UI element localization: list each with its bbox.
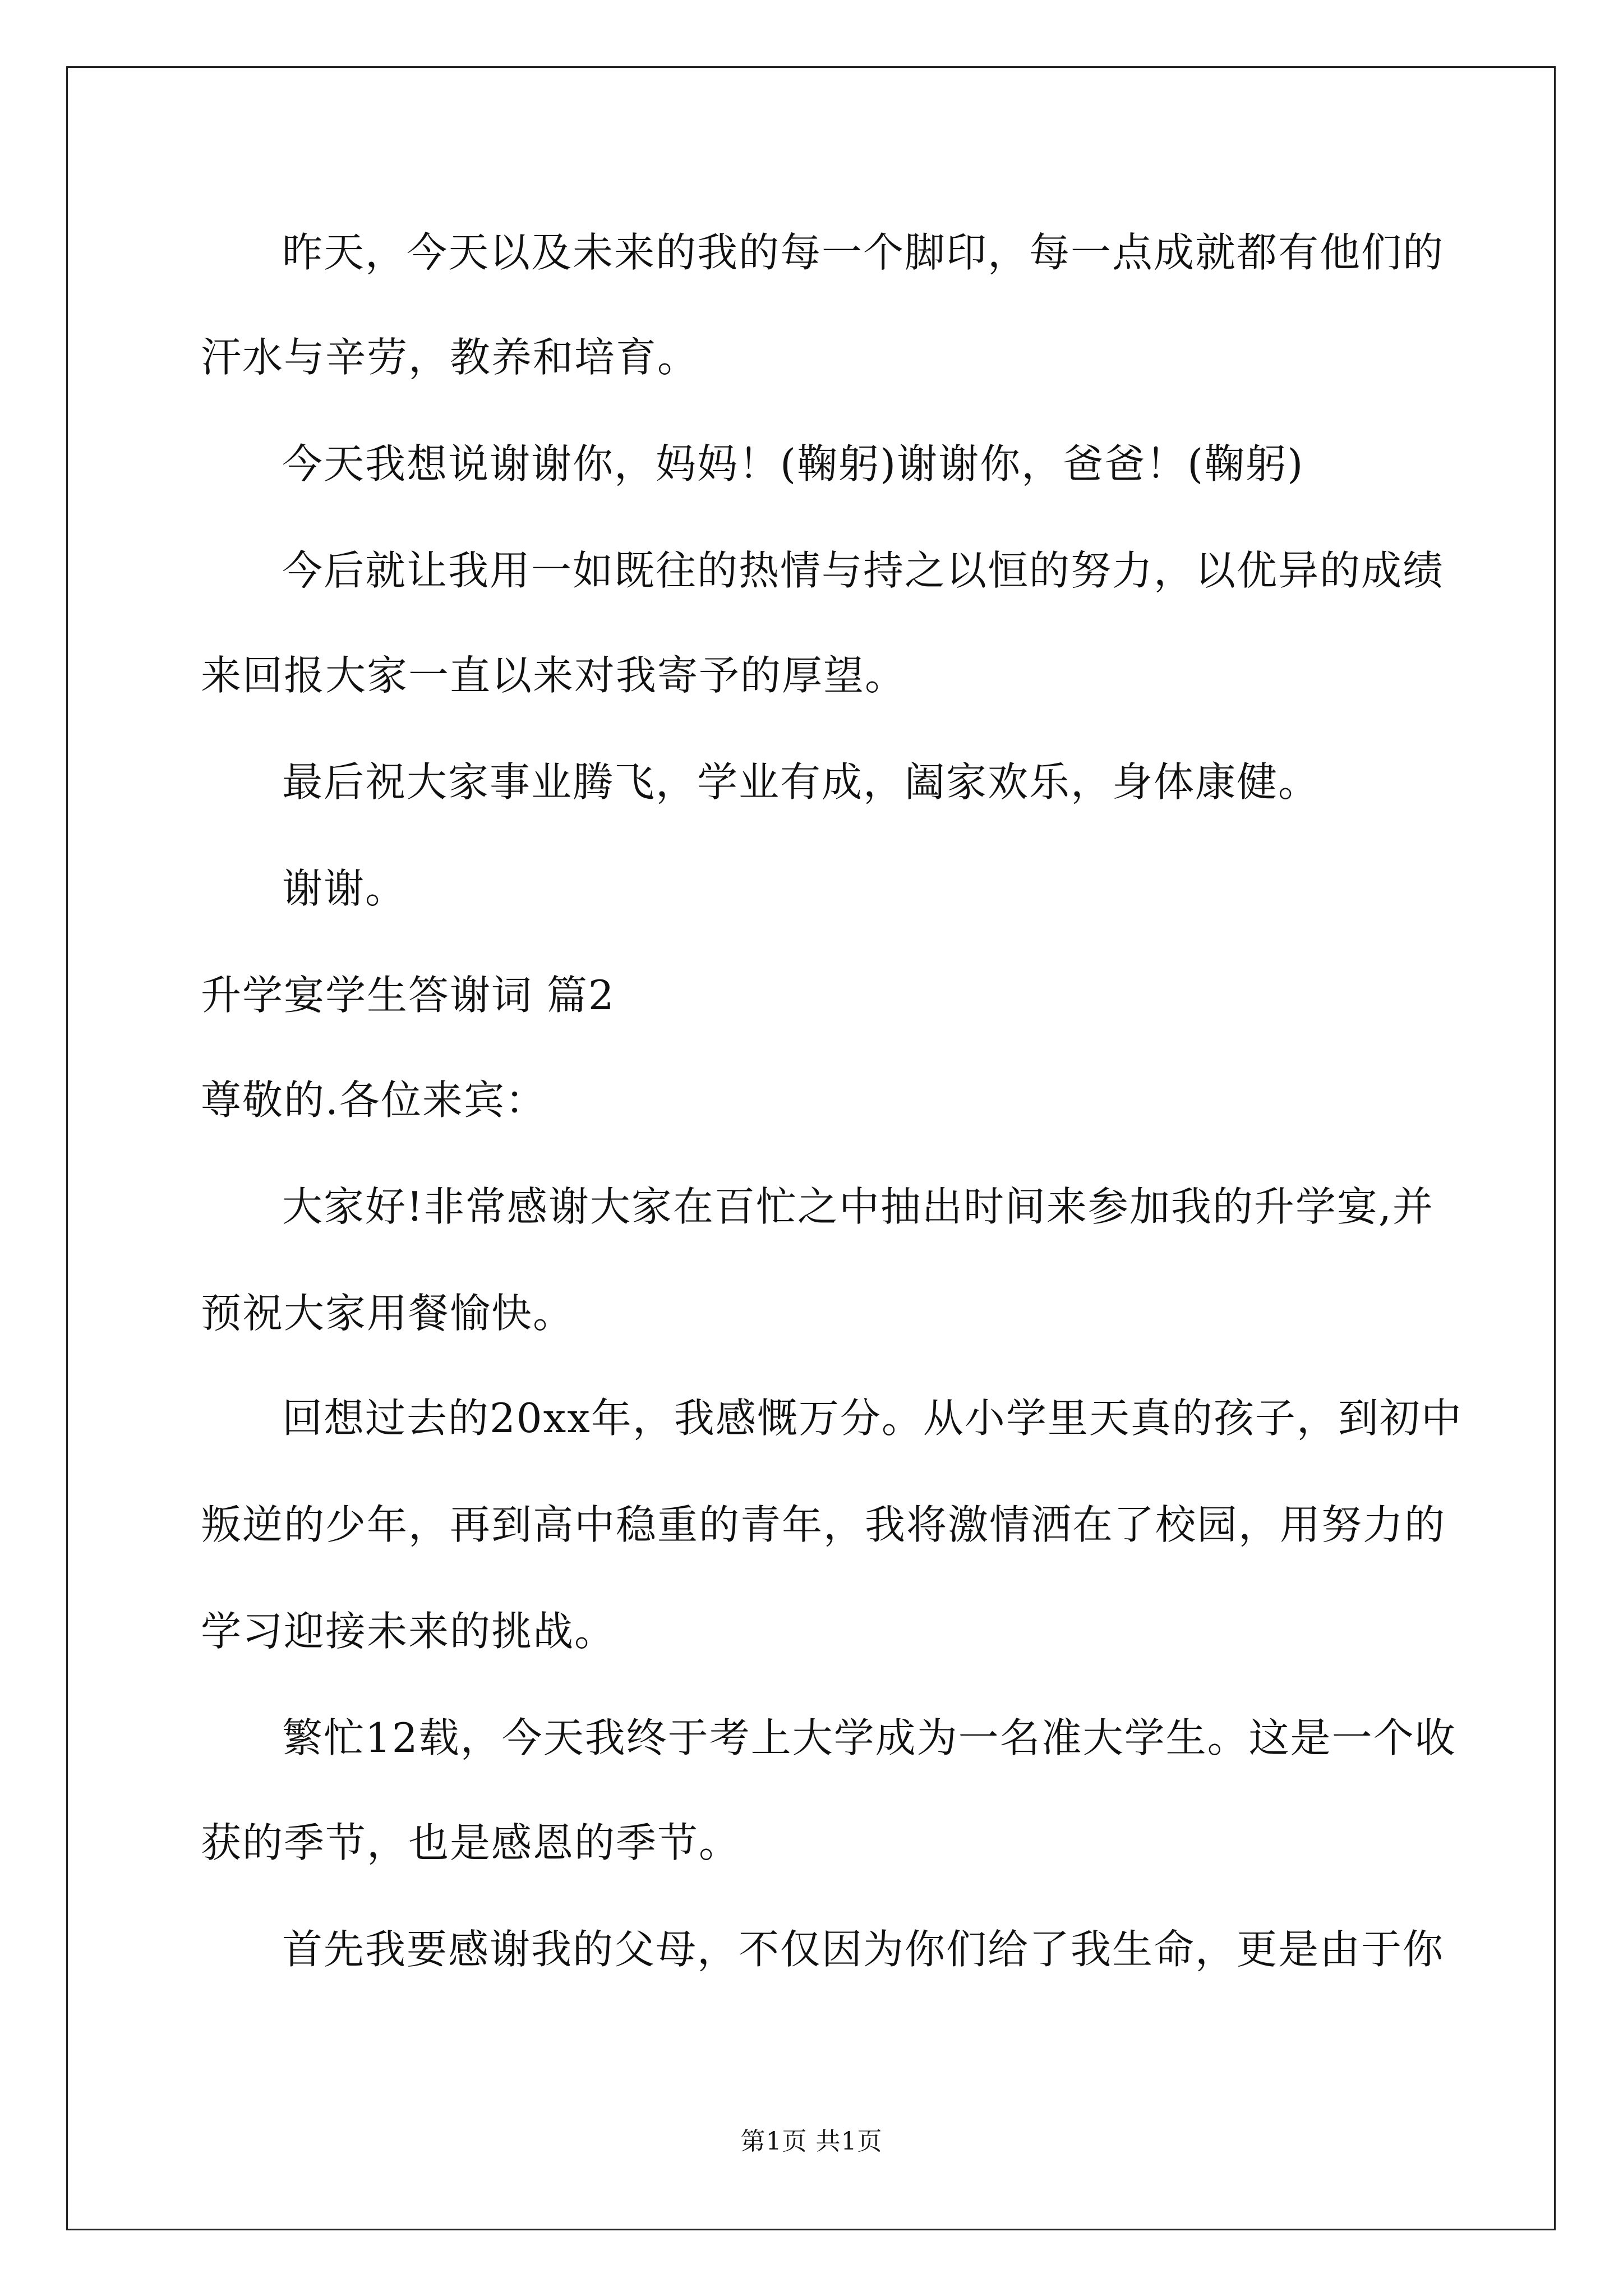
paragraph-line: 大家好!非常感谢大家在百忙之中抽出时间来参加我的升学宴,并 xyxy=(282,1183,1434,1230)
paragraph-line: 获的季节，也是感恩的季节。 xyxy=(201,1819,741,1866)
page-footer: 第1页 共1页 xyxy=(740,2127,883,2156)
paragraph-line: 学习迎接未来的挑战。 xyxy=(201,1608,616,1655)
paragraph-line: 预祝大家用餐愉快。 xyxy=(201,1290,575,1337)
paragraph-line: 汗水与辛劳，教养和培育。 xyxy=(201,334,699,381)
page-border xyxy=(66,66,1556,2230)
paragraph-line: 昨天，今天以及未来的我的每一个脚印，每一点成就都有他们的 xyxy=(282,229,1445,276)
section-heading: 升学宴学生答谢词 篇2 xyxy=(201,972,615,1019)
paragraph-line: 谢谢。 xyxy=(282,865,407,912)
paragraph-line: 今后就让我用一如既往的热情与持之以恒的努力，以优异的成绩 xyxy=(282,547,1445,594)
paragraph-line: 回想过去的20xx年，我感慨万分。从小学里天真的孩子，到初中 xyxy=(282,1395,1463,1442)
paragraph-line: 繁忙12载，今天我终于考上大学成为一名准大学生。这是一个收 xyxy=(282,1714,1456,1761)
paragraph-line: 今天我想说谢谢你，妈妈！(鞠躬)谢谢你，爸爸！(鞠躬) xyxy=(282,440,1304,487)
paragraph-line: 首先我要感谢我的父母，不仅因为你们给了我生命，更是由于你 xyxy=(282,1926,1445,1973)
paragraph-line: 最后祝大家事业腾飞，学业有成，阖家欢乐，身体康健。 xyxy=(282,758,1320,806)
paragraph-line: 叛逆的少年，再到高中稳重的青年，我将激情洒在了校园，用努力的 xyxy=(201,1501,1446,1548)
paragraph-line: 来回报大家一直以来对我寄予的厚望。 xyxy=(201,652,907,699)
salutation-line: 尊敬的.各位来宾： xyxy=(201,1076,547,1124)
